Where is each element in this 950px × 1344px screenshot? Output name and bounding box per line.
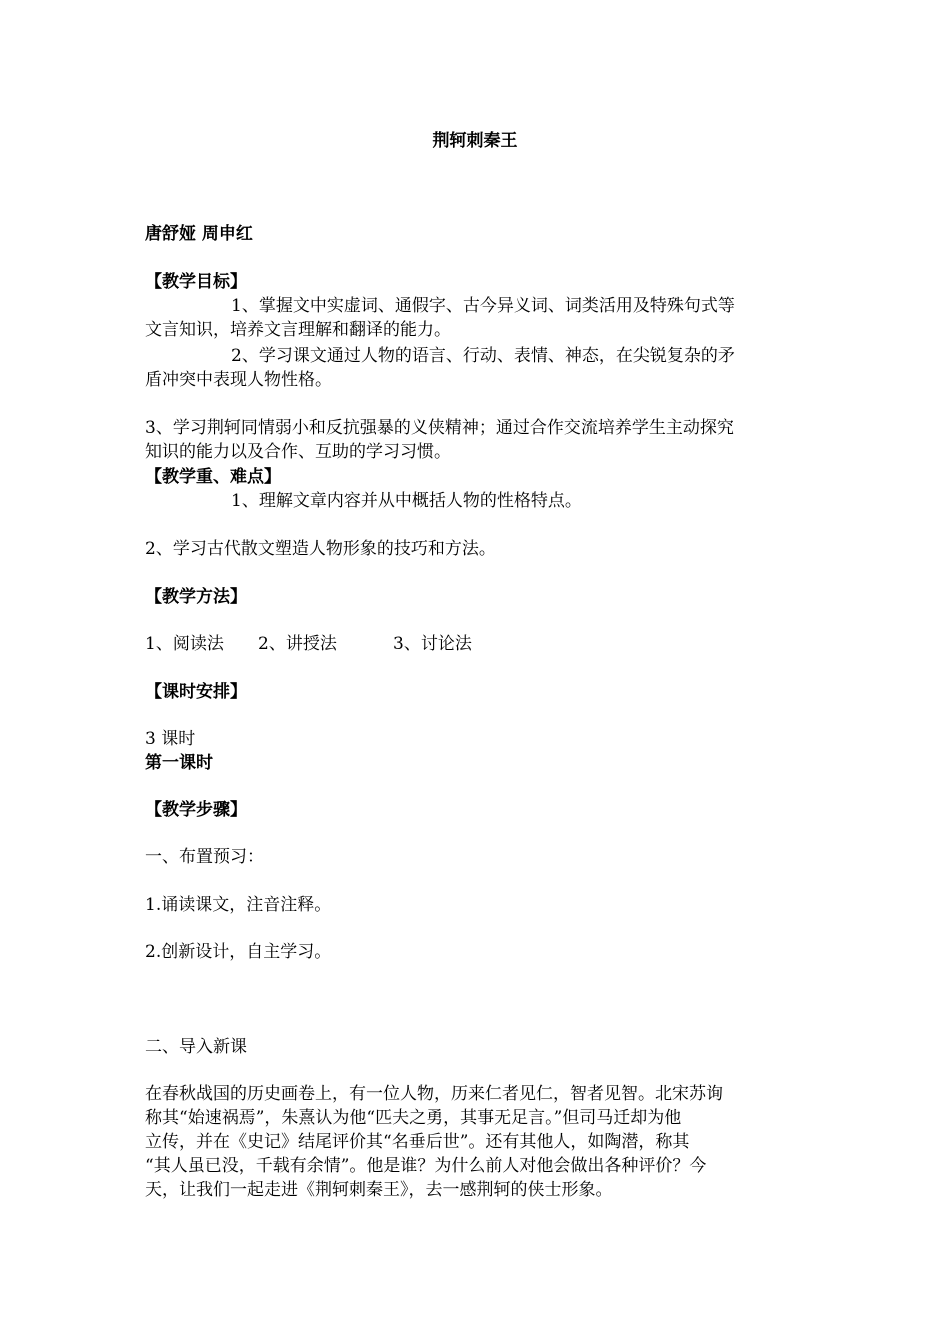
authors: 唐舒娅 周申红 [145, 224, 253, 244]
schedule-value: 3 课时 [145, 729, 196, 749]
intro-line: 天，让我们一起走进《荆轲刺秦王》，去一感荆轲的侠士形象。 [145, 1180, 613, 1200]
step-1-item-1: 1.诵读课文，注音注释。 [145, 895, 332, 915]
methods-list [145, 632, 472, 656]
objective-1-line-1: 1、掌握文中实虚词、通假字、古今异义词、词类活用及特殊句式等 [231, 296, 735, 316]
steps-heading: 【教学步骤】 [145, 800, 247, 820]
keypoint-2: 2、学习古代散文塑造人物形象的技巧和方法。 [145, 539, 496, 559]
intro-line: 在春秋战国的历史画卷上，有一位人物，历来仁者见仁，智者见智。北宋苏询 [145, 1084, 723, 1104]
objective-2-line-2: 盾冲突中表现人物性格。 [145, 370, 332, 390]
method-item: 3、讨论法 [393, 634, 472, 654]
objectives-heading: 【教学目标】 [145, 272, 247, 292]
step-1-heading: 一、布置预习： [145, 847, 264, 867]
step-1-item-2: 2.创新设计，自主学习。 [145, 942, 332, 962]
document-title: 荆轲刺秦王 [432, 131, 518, 151]
step-2-heading: 二、导入新课 [145, 1037, 247, 1057]
intro-line: 立传，并在《史记》结尾评价其“名垂后世”。还有其他人，如陶潜，称其 [145, 1132, 690, 1152]
methods-heading: 【教学方法】 [145, 587, 247, 607]
keypoint-1: 1、理解文章内容并从中概括人物的性格特点。 [231, 491, 582, 511]
objective-1-line-2: 文言知识，培养文言理解和翻译的能力。 [145, 320, 451, 340]
objective-3-line-1: 3、学习荆轲同情弱小和反抗强暴的义侠精神；通过合作交流培养学生主动探究 [145, 418, 734, 438]
objective-2-line-1: 2、学习课文通过人物的语言、行动、表情、神态，在尖锐复杂的矛 [231, 346, 735, 366]
intro-line: 称其“始速祸焉”，朱熹认为他“匹夫之勇，其事无足言。”但司马迁却为他 [145, 1108, 682, 1128]
schedule-heading: 【课时安排】 [145, 682, 247, 702]
method-item: 1、阅读法 [145, 634, 224, 654]
first-lesson-heading: 第一课时 [145, 753, 213, 773]
objective-3-line-2: 知识的能力以及合作、互助的学习习惯。 [145, 442, 451, 462]
method-item: 2、讲授法 [258, 634, 337, 654]
intro-line: “其人虽已没，千载有余情”。他是谁？为什么前人对他会做出各种评价？今 [145, 1156, 707, 1176]
keypoints-heading: 【教学重、难点】 [145, 467, 281, 487]
